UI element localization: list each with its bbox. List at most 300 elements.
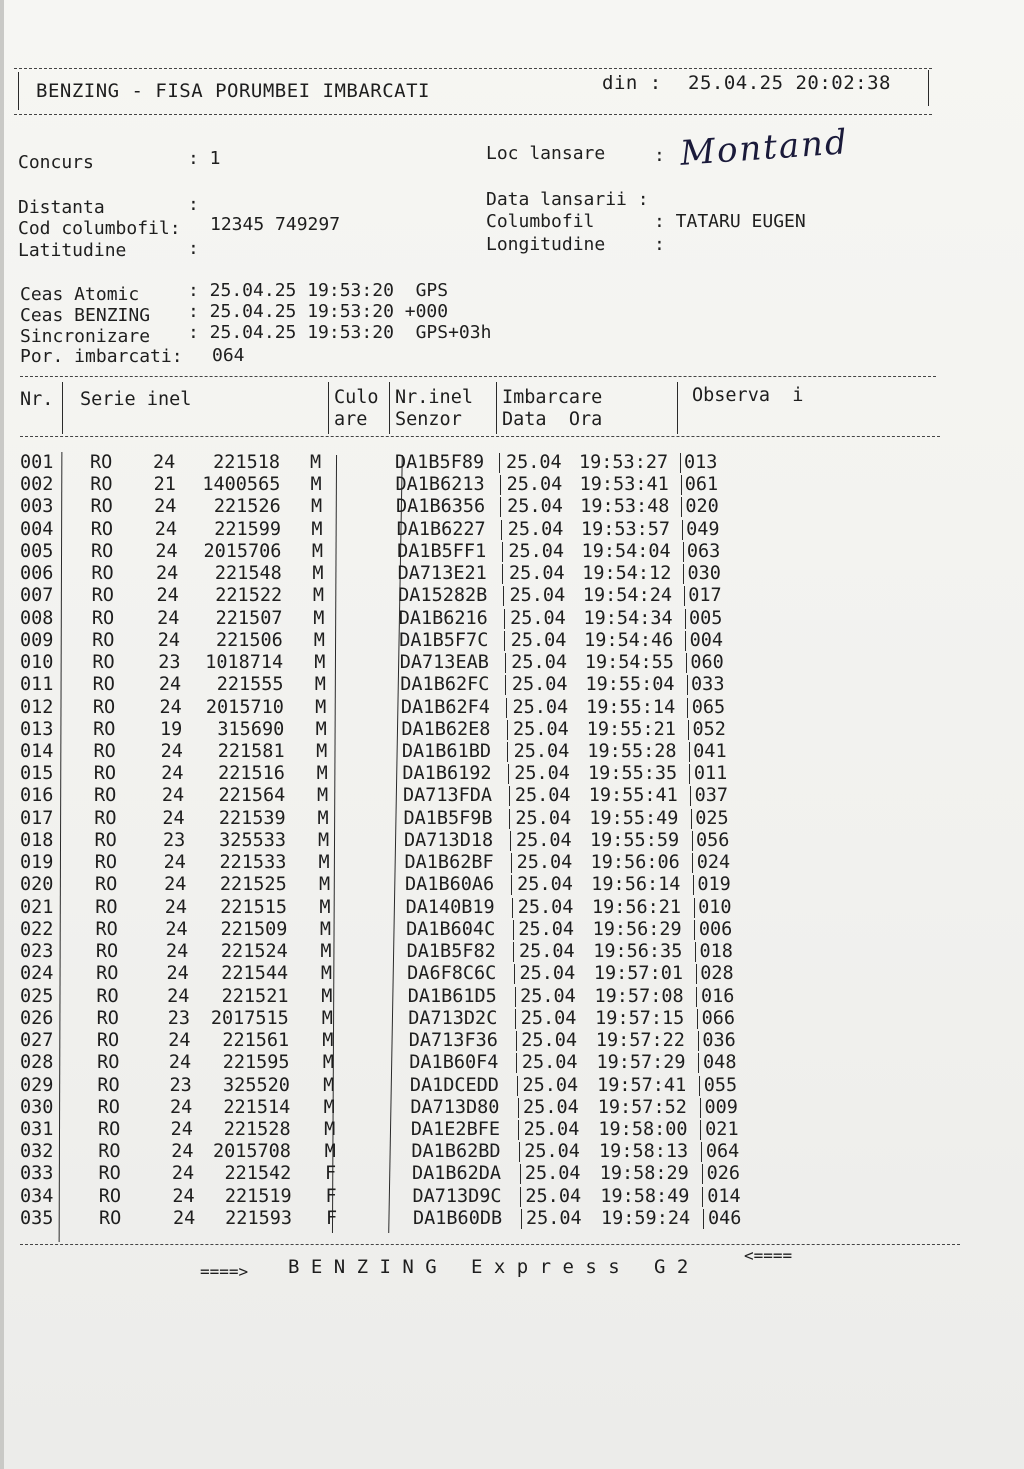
row-obs: 014 [707,1185,741,1207]
row-an: 24 [173,1207,196,1229]
row-data: 25.04 [512,696,569,718]
row-sex: M [324,1118,336,1140]
row-inel: 221539 [218,807,286,829]
row-data: 25.04 [513,718,569,740]
row-nr: 007 [20,585,54,607]
row-nr: 002 [20,474,54,496]
row-senzor: DA1B60A6 [405,874,495,896]
row-an: 19 [160,718,183,740]
row-an: 24 [153,452,176,473]
row-sex: M [310,452,322,473]
row-senzor: DA1DCEDD [409,1074,499,1096]
row-sep-obs [681,497,682,517]
row-senzor: DA1B62BD [411,1141,501,1163]
row-sep-senzor [506,698,507,718]
row-nr: 031 [20,1118,54,1140]
row-sep-obs [696,987,697,1007]
longitudine-value: : [654,234,665,255]
row-ora: 19:57:08 [594,985,684,1007]
row-sep-obs [685,631,686,651]
row-tara: RO [95,874,118,896]
row-an: 23 [163,829,186,851]
row-tara: RO [98,1185,122,1207]
row-tara: RO [96,1007,119,1029]
row-senzor: DA1B61D5 [407,985,497,1007]
row-obs: 005 [688,607,723,629]
col-culoare-header-2: are [334,409,368,430]
row-an: 24 [157,607,180,629]
row-sep-obs [687,675,688,695]
row-data: 25.04 [519,963,576,985]
row-an: 24 [162,807,185,829]
row-ora: 19:55:49 [589,807,679,829]
row-sex: M [320,963,332,985]
col-serie-header: Serie inel [80,389,192,410]
row-data: 25.04 [524,1141,580,1163]
row-inel: 221518 [213,452,280,473]
por-imbarcati-label: Por. imbarcati: [20,346,183,367]
row-obs: 025 [695,807,729,829]
row-obs: 028 [700,963,734,985]
row-inel: 221533 [219,852,287,874]
row-sex: M [312,585,324,607]
row-senzor: DA6F8C6C [407,963,497,985]
row-an: 23 [167,1007,190,1029]
row-senzor: DA1B6192 [402,763,492,785]
row-nr: 014 [20,741,54,763]
row-inel: 221524 [220,941,288,963]
row-inel: 2017515 [210,1007,289,1029]
row-sex: M [323,1074,335,1096]
row-sex: M [310,474,322,496]
row-sep-senzor [511,853,512,873]
row-inel: 221528 [223,1118,291,1140]
row-inel: 1018714 [205,652,284,674]
row-ora: 19:58:00 [598,1118,688,1140]
row-ora: 19:54:04 [581,540,671,562]
row-an: 21 [153,474,176,496]
row-sep-senzor [514,964,515,984]
row-data: 25.04 [515,807,572,829]
row-sex: M [318,829,330,851]
row-ora: 19:53:57 [580,518,671,540]
row-an: 24 [172,1185,195,1207]
row-inel: 221599 [214,518,282,540]
row-sep-obs [694,898,695,918]
row-an: 24 [155,563,179,585]
row-nr: 021 [20,896,54,918]
row-tara: RO [98,1141,121,1163]
row-senzor: DA1E2BFE [410,1118,500,1140]
row-sep-obs [688,720,689,740]
row-ora: 19:55:04 [585,674,675,696]
row-nr: 027 [20,1030,54,1052]
row-obs: 019 [697,874,731,896]
row-sep-senzor [504,631,505,651]
row-ora: 19:56:21 [591,896,682,918]
row-sep-senzor [520,1187,521,1207]
row-sep-obs [683,564,684,584]
row-nr: 009 [20,629,54,651]
row-inel: 221506 [215,629,283,651]
row-an: 23 [158,652,181,674]
row-inel: 221526 [213,496,281,518]
row-obs: 020 [685,496,719,518]
row-an: 24 [167,985,190,1007]
row-an: 24 [171,1141,194,1163]
row-sep-obs [686,653,687,673]
row-data: 25.04 [514,763,570,785]
row-inel: 221507 [215,607,283,629]
row-ora: 19:56:29 [592,918,682,940]
row-tara: RO [92,696,116,718]
row-nr: 012 [20,696,54,718]
row-sep-senzor [521,1209,522,1229]
row-sep-obs [691,809,692,829]
row-tara: RO [90,452,113,473]
row-senzor: DA1B60F4 [409,1052,499,1074]
row-tara: RO [90,496,113,518]
row-inel: 221555 [216,674,284,696]
row-senzor: DA713D9C [412,1185,502,1207]
row-data: 25.04 [511,674,568,696]
row-an: 24 [163,852,186,874]
row-an: 24 [164,896,188,918]
row-data: 25.04 [525,1185,582,1207]
row-senzor: DA713E21 [397,563,487,585]
row-sep-senzor [518,1098,519,1118]
row-tara: RO [94,807,117,829]
row-sep-senzor [515,1009,516,1029]
din-label: din : [602,72,662,94]
row-inel: 221525 [219,874,287,896]
row-obs: 037 [694,785,728,807]
concurs-value: : 1 [188,148,221,169]
row-ora: 19:55:21 [586,718,676,740]
cod-columbofil-label: Cod columbofil: [18,218,181,239]
col-nr-header: Nr. [20,389,54,410]
ceas-benzing-label: Ceas BENZING [20,305,151,326]
row-an: 24 [161,785,185,807]
row-sep-obs [698,1031,699,1051]
row-obs: 010 [698,896,732,918]
ceas-benzing-value: : 25.04.25 19:53:20 +000 [188,301,449,322]
row-an: 24 [154,518,178,540]
row-sep-obs [690,786,691,806]
row-obs: 065 [691,696,726,718]
row-tara: RO [95,941,119,963]
row-sep-obs [703,1209,704,1229]
row-senzor: DA713D80 [410,1096,500,1118]
row-sep-senzor [512,898,513,918]
row-ora: 19:55:28 [587,741,677,763]
row-sep-senzor [518,1120,519,1140]
row-tara: RO [92,629,115,651]
row-sep-senzor [515,987,516,1007]
row-tara: RO [91,563,114,585]
report-title: BENZING - FISA PORUMBEI IMBARCATI [36,80,430,102]
row-sep-senzor [505,675,506,695]
row-obs: 013 [684,452,718,473]
row-ora: 19:58:49 [600,1185,690,1207]
row-sep-senzor [520,1164,521,1184]
row-senzor: DA140B19 [405,896,495,918]
row-sex: M [315,696,327,718]
row-obs: 016 [700,985,735,1007]
row-ora: 19:54:55 [584,652,674,674]
row-sep-obs [699,1076,700,1096]
row-data: 25.04 [510,607,566,629]
row-obs: 060 [690,652,724,674]
row-tara: RO [91,585,114,607]
row-tara: RO [92,674,115,696]
row-senzor: DA1B5FF1 [397,540,487,562]
row-data: 25.04 [506,474,563,496]
row-tara: RO [93,785,117,807]
col-imbarcare-header-2: Data Ora [502,409,603,430]
row-an: 24 [161,763,184,785]
row-ora: 19:58:29 [599,1163,689,1185]
page-edge [0,0,4,1469]
loc-lansare-label: Loc lansare [486,143,606,164]
concurs-label: Concurs [18,152,94,173]
row-tara: RO [98,1163,121,1185]
hdr-sep-senzor [496,382,497,434]
row-senzor: DA1B62BF [404,852,494,874]
header-right-bar [928,70,929,106]
row-nr: 018 [20,829,54,851]
row-ora: 19:57:01 [593,963,683,985]
row-sep-senzor [508,764,509,784]
row-nr: 016 [20,785,54,807]
row-data: 25.04 [518,941,575,963]
row-senzor: DA713D2C [408,1007,498,1029]
row-sep-obs [692,853,693,873]
row-obs: 066 [701,1007,736,1029]
row-sex: M [313,607,325,629]
row-senzor: DA713FDA [402,785,493,807]
row-nr: 005 [20,540,54,562]
row-tara: RO [96,985,119,1007]
row-nr: 029 [20,1074,54,1096]
row-senzor: DA1B6216 [398,607,488,629]
hdr-sep-culoare [389,382,390,434]
row-an: 24 [168,1052,192,1074]
col-nrinel-header-2: Senzor [395,409,462,430]
row-inel: 221544 [221,963,289,985]
row-sex: M [311,518,323,540]
row-sep-senzor [502,564,503,584]
row-inel: 2015706 [203,540,282,562]
row-an: 24 [170,1096,193,1118]
data-lansarii-label: Data lansarii : [486,189,649,210]
row-data: 25.04 [523,1096,579,1118]
row-ora: 19:54:24 [582,585,672,607]
row-obs: 009 [704,1096,738,1118]
ceas-atomic-value: : 25.04.25 19:53:20 GPS [188,280,449,301]
row-nr: 019 [20,852,54,874]
row-senzor: DA1B60DB [413,1207,503,1229]
row-sep-obs [702,1164,703,1184]
row-nr: 003 [20,496,54,518]
row-ora: 19:56:06 [590,852,680,874]
row-sep-obs [702,1187,703,1207]
row-sep-obs [694,920,695,940]
row-sep-senzor [504,609,505,629]
row-data: 25.04 [516,829,572,851]
ceas-atomic-label: Ceas Atomic [20,284,140,305]
header-left-bar [18,72,19,110]
row-tara: RO [97,1096,120,1118]
row-senzor: DA713F36 [408,1030,498,1052]
row-sep-senzor [500,475,501,495]
row-sep-senzor [507,742,508,762]
row-tara: RO [95,918,118,940]
row-sep-senzor [516,1031,517,1051]
row-nr: 017 [20,807,54,829]
row-nr: 025 [20,985,54,1007]
row-obs: 036 [702,1030,736,1052]
row-sep-senzor [510,831,511,851]
row-ora: 19:54:34 [583,607,673,629]
row-tara: RO [95,896,118,918]
row-tara: RO [96,963,119,985]
row-sex: M [319,918,332,940]
footer-brand: B E N Z I N G E x p r e s s G 2 [288,1256,689,1278]
hdr-sep-nr [62,382,63,434]
loc-lansare-sep: : [654,145,665,166]
columbofil-label: Columbofil [486,211,595,232]
row-nr: 023 [20,941,54,963]
row-nr: 030 [20,1096,54,1118]
table-header-top-rule [20,376,936,377]
row-sep-obs [700,1120,701,1140]
row-inel: 221516 [218,763,285,785]
footer-left-arrow: ====> [200,1262,249,1281]
row-sep-obs [698,1053,699,1073]
row-sep-senzor [517,1076,518,1096]
row-data: 25.04 [520,1007,577,1029]
row-sex: M [313,629,325,651]
row-ora: 19:57:41 [597,1074,687,1096]
row-data: 25.04 [513,741,570,763]
row-ora: 19:57:52 [597,1096,687,1118]
row-sep-senzor [503,586,504,606]
row-ora: 19:54:46 [584,629,674,651]
latitudine-value: : [188,238,199,259]
col-imbarcare-header-1: Imbarcare [502,387,603,408]
row-sex: M [324,1141,336,1163]
row-sep-obs [681,475,682,495]
col-nrinel-header-1: Nr.inel [395,387,473,408]
row-an: 24 [157,629,180,651]
hdr-sep-ora [677,382,678,434]
row-sex: M [318,852,330,874]
row-sep-senzor [513,920,514,940]
row-sep-senzor [499,453,500,473]
row-tara: RO [97,1052,120,1074]
row-senzor: DA15282B [398,585,488,607]
row-inel: 221595 [222,1052,290,1074]
columbofil-value: : TATARU EUGEN [654,211,806,232]
row-nr: 032 [20,1141,54,1163]
row-senzor: DA1B62DA [411,1163,502,1185]
row-an: 24 [155,540,178,562]
row-sep-senzor [509,809,510,829]
row-senzor: DA1B604C [406,918,496,940]
row-ora: 19:55:41 [588,785,678,807]
row-sep-obs [696,964,697,984]
row-sep-obs [700,1098,701,1118]
hdr-sep-serie [328,382,329,434]
row-sep-obs [683,542,684,562]
row-obs: 030 [687,563,721,585]
row-tara: RO [92,652,115,674]
row-data: 25.04 [521,1052,578,1074]
row-an: 24 [164,874,187,896]
row-senzor: DA1B6227 [396,518,486,540]
table-header-bottom-rule [20,436,940,437]
row-inel: 221548 [214,563,282,585]
header-bottom-rule [14,114,932,115]
row-obs: 024 [696,852,731,874]
footer-right-arrow: <==== [744,1246,793,1265]
row-data: 25.04 [508,563,565,585]
row-inel: 221519 [224,1185,292,1207]
row-tara: RO [96,1030,120,1052]
row-obs: 061 [684,474,719,496]
row-senzor: DA1B62FC [400,674,490,696]
row-nr: 028 [20,1052,54,1074]
row-an: 24 [166,963,189,985]
row-obs: 049 [686,518,720,540]
row-sep-obs [684,586,685,606]
row-sex: M [318,874,331,896]
cod-columbofil-value: 12345 749297 [210,214,341,235]
row-sex: M [314,674,326,696]
row-nr: 010 [20,652,54,674]
row-ora: 19:57:15 [595,1007,685,1029]
loc-lansare-handwritten: Montand [678,122,850,174]
latitudine-label: Latitudine [18,240,127,261]
row-senzor: DA1B5F82 [406,941,496,963]
row-sex: F [326,1207,338,1229]
row-obs: 056 [696,829,730,851]
row-sex: F [325,1163,337,1185]
row-ora: 19:55:59 [590,829,680,851]
row-data: 25.04 [511,652,567,674]
row-inel: 221581 [217,741,285,763]
row-senzor: DA1B5F7C [399,629,489,651]
sincronizare-value: : 25.04.25 19:53:20 GPS+03h [188,322,492,343]
row-sex: M [310,496,323,518]
row-sep-obs [701,1142,702,1162]
distanta-value: : [188,194,199,215]
row-sex: M [312,563,324,585]
row-sex: M [321,1007,333,1029]
row-inel: 221593 [225,1207,292,1229]
row-senzor: DA1B6356 [396,496,486,518]
row-nr: 013 [20,718,54,740]
row-tara: RO [90,518,114,540]
table-bottom-rule [20,1244,960,1245]
row-an: 24 [160,741,183,763]
row-senzor: DA1B5F89 [395,452,485,473]
row-obs: 033 [691,674,725,696]
row-data: 25.04 [516,852,573,874]
row-obs: 018 [699,941,733,963]
row-inel: 2015710 [205,696,284,718]
